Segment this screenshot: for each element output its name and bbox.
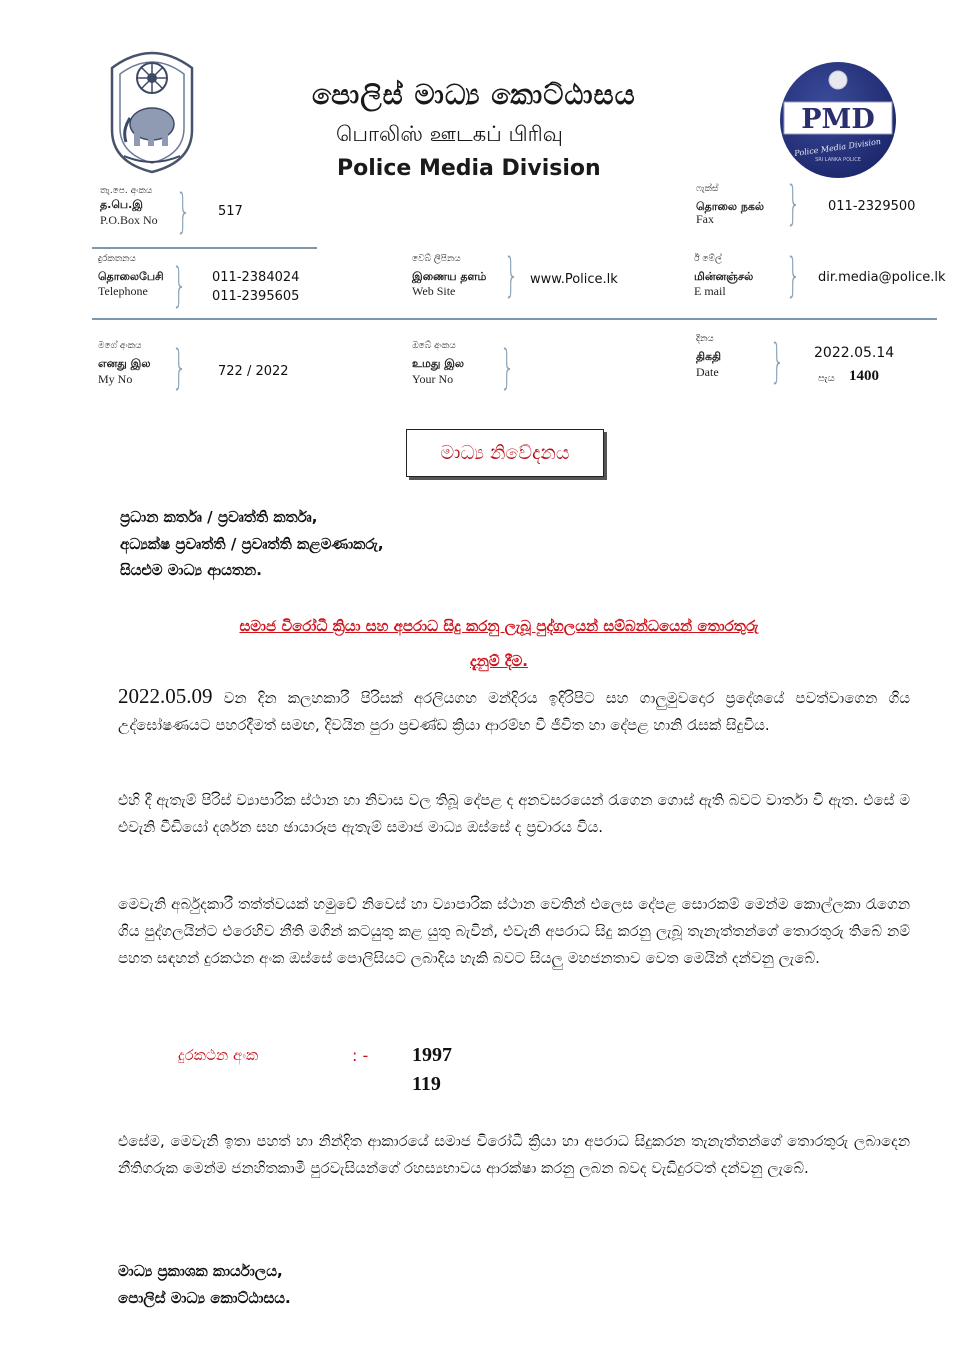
- phone-number-1: 1997: [412, 1044, 452, 1066]
- email-labels: [694, 253, 753, 297]
- pmd-logo-subtext: Police Media Division: [793, 136, 882, 159]
- telephone-label-en: Telephone: [98, 284, 148, 298]
- time-label: පැය: [818, 373, 835, 384]
- my-no-label-en: My No: [98, 372, 133, 386]
- date-label-en: Date: [696, 365, 719, 379]
- phone-numbers-colon: : -: [352, 1046, 369, 1065]
- title-tamil: பொலிஸ் ஊடகப் பிரிவு: [336, 122, 563, 146]
- email-label-en: E mail: [694, 284, 726, 298]
- brace-icon: }: [786, 248, 801, 302]
- fax-value: 011-2329500: [828, 199, 916, 214]
- addressee-line-2: අධ්‍යක්ෂ ප්‍රවෘත්ති / ප්‍රවෘත්ති කළමණාකරු,: [120, 535, 384, 553]
- email-label-si: ඊ මේල්: [694, 254, 722, 264]
- date-label-ta: திகதி: [696, 350, 722, 363]
- paragraph-2: එහි දී ඇතැම් පිරිස් ව්‍යාපාරික ස්ථාන හා නිවාස වල තිබූ දේපළ ද අනවසරයෙන් රැගෙන ගොස් ඇති බවට වාර්තා වී ඇත. එසේ ම එවැනි වීඩියෝ දර්ශන සහ ඡායාරූප ඇතැම් සමාජ මාධ්‍ය ඔස්සේ ද ප්‍රචාරය විය.: [118, 791, 910, 836]
- pmd-logo-text: PMD: [801, 104, 875, 135]
- title-english: Police Media Division: [337, 156, 601, 181]
- website-labels: [412, 253, 486, 297]
- po-box-value: 517: [218, 204, 243, 219]
- my-no-labels: [98, 340, 150, 385]
- media-notice-title: මාධ්‍ය නිවේදනය: [440, 442, 570, 464]
- divider-line: [92, 318, 937, 320]
- subject-line-1: සමාජ විරෝධී ක්‍රියා සහ අපරාධ සිදු කරනු ලැබූ පුද්ගලයන් සම්බන්ධයෙන් තොරතුරු: [239, 617, 759, 635]
- media-notice-title-box: [406, 429, 604, 477]
- police-emblem-logo: [100, 44, 204, 174]
- brace-icon: }: [176, 184, 191, 238]
- brace-icon: }: [786, 176, 801, 230]
- time-value: 1400: [849, 368, 879, 384]
- website-value[interactable]: www.Police.lk: [530, 272, 618, 287]
- telephone-value-2: 011-2395605: [212, 289, 300, 304]
- telephone-labels: [98, 253, 164, 297]
- my-no-value: 722 / 2022: [218, 364, 289, 379]
- paragraph-1: [118, 683, 910, 739]
- title-sinhala: පොලිස් මාධ්‍ය කොට්ඨාසය: [312, 78, 636, 111]
- my-no-label-si: මගේ අංකය: [98, 341, 142, 351]
- phone-numbers-label: දුරකථන අංක: [178, 1046, 259, 1064]
- divider-line: [92, 247, 317, 249]
- website-label-ta: இணைய தளம்: [412, 270, 487, 283]
- po-box-labels: [100, 185, 158, 226]
- telephone-label-ta: தொலைபேசி: [98, 270, 164, 283]
- your-no-labels: [412, 340, 464, 385]
- po-box-label-en: P.O.Box No: [100, 213, 158, 227]
- telephone-value-1: 011-2384024: [212, 270, 300, 285]
- brace-icon: }: [500, 340, 515, 394]
- po-box-label-si: තැ.පෙ. අංකය: [100, 186, 153, 196]
- date-labels: [696, 333, 721, 378]
- paragraph-3: මෙවැනි අර්බුදකාරී තත්ත්වයක් හමුවේ නිවෙස් හා ව්‍යාපාරික ස්ථාන වෙතින් එලෙස දේපළ සොරකම් මෙන්ම කොල්ලකා රැගෙන ගිය පුද්ගලයින්ට එරෙහිව නීති මගින් කටයුතු කළ යුතු බැවින්, එවැනි අපරාධ සිදු කරනු ලැබූ තැනැත්තන්ගේ තොරතුරු තිබේ නම් පහත සඳහන් දුරකථන අංක ඔස්සේ පොලිසියට ලබාදිය හැකි බවට සියලු මහජනතාව වෙත මෙයින් දන්වනු ලැබේ.: [118, 895, 910, 967]
- fax-label-ta: தொலை நகல்: [696, 200, 765, 213]
- fax-label-en: Fax: [696, 212, 714, 226]
- po-box-label-ta: த.பெ.இ: [100, 198, 143, 211]
- your-no-label-en: Your No: [412, 372, 454, 386]
- paragraph-1-date: 2022.05.09: [118, 684, 213, 708]
- email-value[interactable]: dir.media@police.lk: [818, 270, 946, 285]
- phone-number-2: 119: [412, 1073, 441, 1095]
- subject-line-2: දැනුම් දීම.: [470, 652, 528, 670]
- fax-label-si: ෆැක්ස්: [696, 184, 719, 194]
- brace-icon: }: [504, 248, 519, 302]
- your-no-label-si: ඔබේ අංකය: [412, 341, 456, 351]
- website-label-si: වෙබ් ලිපිනය: [412, 254, 461, 264]
- addressee-line-1: ප්‍රධාන කර්තෘ / ප්‍රවෘත්ති කර්තෘ,: [120, 508, 318, 526]
- brace-icon: }: [172, 258, 187, 312]
- brace-icon: }: [770, 334, 785, 388]
- brace-icon: }: [172, 340, 187, 394]
- paragraph-4: එසේම, මෙවැනි ඉතා පහත් හා නින්දිත ආකාරයේ සමාජ විරෝධී ක්‍රියා හා අපරාධ සිදුකරන තැනැත්තන්ගේ තොරතුරු ලබාදෙන නීතිගරුක මෙන්ම ජනහිතකාමී පුරවැසියන්ගේ රහස්‍යභාවය ආරක්ෂා කරනු ලබන බවද වැඩිදුරටත් දන්වනු ලැබේ.: [118, 1132, 910, 1177]
- my-no-label-ta: எனது இல: [98, 357, 151, 370]
- telephone-label-si: දුරකතනය: [98, 254, 136, 264]
- fax-labels: [696, 183, 764, 225]
- your-no-label-ta: உமது இல: [412, 357, 465, 370]
- email-label-ta: மின்னஞ்சல்: [694, 270, 754, 283]
- website-label-en: Web Site: [412, 284, 456, 298]
- signature-line-2: පොලිස් මාධ්‍ය කොට්ඨාසය.: [118, 1289, 291, 1307]
- date-value: 2022.05.14: [814, 345, 895, 361]
- signature-line-1: මාධ්‍ය ප්‍රකාශක කාර්යාලය,: [118, 1262, 283, 1280]
- paragraph-1-text: වන දින කලහකාරී පිරිසක් අරලියගහ මන්දිරය ඉදිරිපිට සහ ගාලුමුවදොර ප්‍රදේශයේ පවත්වාගෙන ගිය උද්ඝෝෂණයට පහරදීමත් සමඟ, දිවයින පුරා ප්‍රචණ්ඩ ක්‍රියා ආරම්භ වී ජීවිත හා දේපළ හානි රැසක් සිදුවිය.: [118, 689, 910, 734]
- pmd-logo-subtext-2: SRI LANKA POLICE: [815, 157, 861, 163]
- date-label-si: දිනය: [696, 334, 714, 344]
- pmd-logo: [778, 60, 898, 180]
- addressee-line-3: සියළුම මාධ්‍ය ආයතන.: [120, 561, 262, 579]
